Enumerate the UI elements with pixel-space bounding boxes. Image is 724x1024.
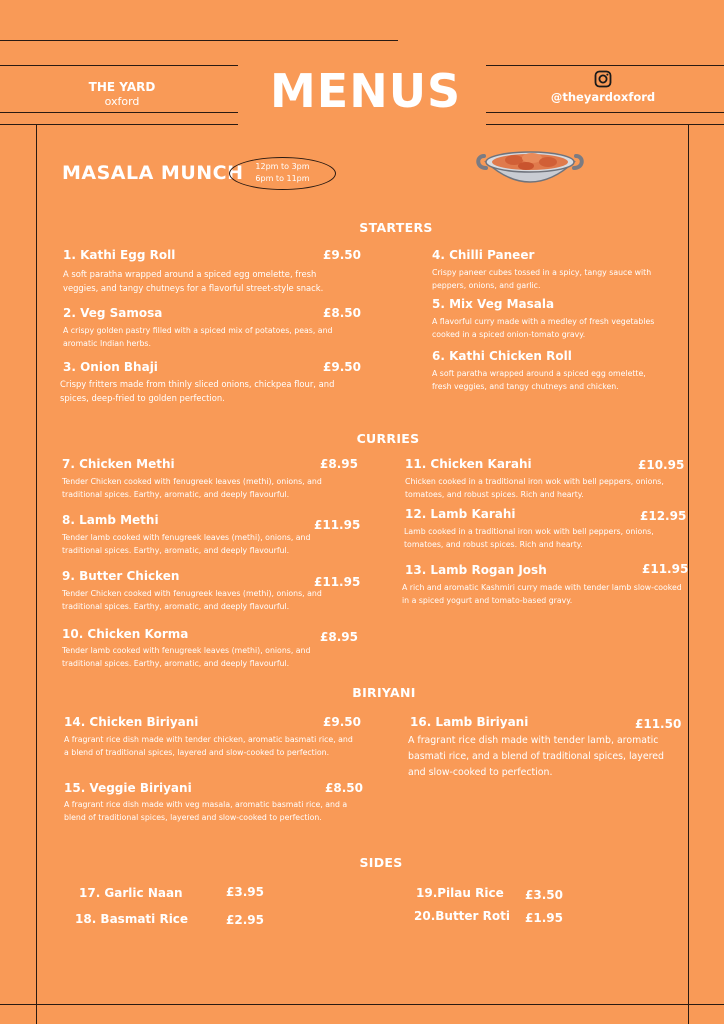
side-20-name: 20.Butter Roti xyxy=(414,909,510,923)
starter-3-price: £9.50 xyxy=(323,360,361,374)
starter-6-desc: A soft paratha wrapped around a spiced egg omelette, fresh veggies, and tangy chutneys and chicken. xyxy=(432,369,646,391)
curry-9-name: 9. Butter Chicken xyxy=(62,569,180,583)
section-title-sides: SIDES xyxy=(359,855,403,870)
side-17-price: £3.95 xyxy=(226,885,264,899)
divider-top-left xyxy=(0,40,398,41)
starter-1-desc: A soft paratha wrapped around a spiced egg omelette, fresh veggies, and tangy chutneys for a flavorful street-style snack. xyxy=(63,269,324,293)
biriyani-14-desc: A fragrant rice dish made with tender chicken, aromatic basmati rice, and a blend of traditional spices, layered and slow-cooked to perfection. xyxy=(64,735,353,757)
divider-header-right-2 xyxy=(486,112,724,113)
starter-3-desc: Crispy fritters made from thinly sliced onions, chickpea flour, and spices, deep-fried to golden perfection. xyxy=(60,379,335,403)
curry-8-desc: Tender lamb cooked with fenugreek leaves (methi), onions, and traditional spices. Earthy, aromatic, and deeply flavourful. xyxy=(62,533,311,555)
section-title-masala: MASALA MUNCH xyxy=(62,162,244,184)
brand-block xyxy=(62,80,182,108)
instagram-icon xyxy=(594,70,612,88)
side-20-price: £1.95 xyxy=(525,911,563,925)
starter-3-name: 3. Onion Bhaji xyxy=(63,360,158,374)
brand-city: oxford xyxy=(104,95,140,108)
curry-9-price: £11.95 xyxy=(314,575,361,589)
starter-1-price: £9.50 xyxy=(323,248,361,262)
curry-9-desc: Tender Chicken cooked with fenugreek leaves (methi), onions, and traditional spices. Earthy, aromatic, and deeply flavourful. xyxy=(62,589,322,611)
section-title-curries: CURRIES xyxy=(356,431,420,446)
side-18-name: 18. Basmati Rice xyxy=(75,912,189,926)
divider-header-left-1 xyxy=(0,65,238,66)
curry-12-price: £12.95 xyxy=(640,509,687,523)
curry-13-price: £11.95 xyxy=(642,562,689,576)
side-18-price: £2.95 xyxy=(226,913,264,927)
biriyani-16-name: 16. Lamb Biriyani xyxy=(410,715,529,729)
biriyani-15-desc: A fragrant rice dish made with veg masala, aromatic basmati rice, and a blend of traditional spices, layered and slow-cooked to perfection. xyxy=(64,800,348,822)
side-19-name: 19.Pilau Rice xyxy=(416,886,504,900)
biriyani-16-price: £11.50 xyxy=(635,717,682,731)
instagram-block[interactable] xyxy=(548,70,658,104)
curry-8-name: 8. Lamb Methi xyxy=(62,513,159,527)
starter-2-price: £8.50 xyxy=(323,306,361,320)
starter-5-name: 5. Mix Veg Masala xyxy=(432,297,555,311)
section-title-starters: STARTERS xyxy=(359,220,433,235)
hours-lunch: 12pm to 3pm xyxy=(255,162,310,171)
curry-11-desc: Chicken cooked in a traditional iron wok with bell peppers, onions, tomatoes, and robust spices. Rich and hearty. xyxy=(405,477,664,499)
curry-10-price: £8.95 xyxy=(320,630,358,644)
biriyani-15-name: 15. Veggie Biriyani xyxy=(64,781,192,795)
frame-left xyxy=(36,124,37,1024)
side-19-price: £3.50 xyxy=(525,888,563,902)
curry-12-name: 12. Lamb Karahi xyxy=(405,507,516,521)
section-title-biriyani: BIRIYANI xyxy=(352,685,416,700)
frame-bottom xyxy=(0,1004,724,1005)
biriyani-14-name: 14. Chicken Biriyani xyxy=(64,715,199,729)
curry-12-desc: Lamb cooked in a traditional iron wok with bell peppers, onions, tomatoes, and robust spices. Rich and hearty. xyxy=(404,527,654,549)
curry-13-name: 13. Lamb Rogan Josh xyxy=(405,563,547,577)
curry-7-name: 7. Chicken Methi xyxy=(62,457,175,471)
page-title: MENUS xyxy=(270,64,462,118)
curry-10-desc: Tender lamb cooked with fenugreek leaves (methi), onions, and traditional spices. Earthy, aromatic, and deeply flavourful. xyxy=(62,646,311,668)
starter-4-desc: Crispy paneer cubes tossed in a spicy, tangy sauce with peppers, onions, and garlic. xyxy=(432,268,652,290)
side-17-name: 17. Garlic Naan xyxy=(79,886,183,900)
curry-7-price: £8.95 xyxy=(320,457,358,471)
biriyani-14-price: £9.50 xyxy=(323,715,361,729)
divider-header-left-2 xyxy=(0,112,238,113)
brand-name: THE YARD xyxy=(88,80,156,94)
biriyani-15-price: £8.50 xyxy=(325,781,363,795)
divider-header-right-1 xyxy=(486,65,724,66)
curry-7-desc: Tender Chicken cooked with fenugreek leaves (methi), onions, and traditional spices. Earthy, aromatic, and deeply flavourful. xyxy=(62,477,322,499)
starter-6-name: 6. Kathi Chicken Roll xyxy=(432,349,572,363)
curry-11-price: £10.95 xyxy=(638,458,685,472)
curry-8-price: £11.95 xyxy=(314,518,361,532)
starter-5-desc: A flavorful curry made with a medley of fresh vegetables cooked in a spiced onion-tomato gravy. xyxy=(432,317,655,339)
starter-2-desc: A crispy golden pastry filled with a spiced mix of potatoes, peas, and aromatic Indian herbs. xyxy=(63,326,333,348)
instagram-handle[interactable]: @theyardoxford xyxy=(550,90,656,104)
hours-dinner: 6pm to 11pm xyxy=(255,174,310,183)
opening-hours xyxy=(229,157,336,190)
starter-2-name: 2. Veg Samosa xyxy=(63,306,163,320)
curry-10-name: 10. Chicken Korma xyxy=(62,627,189,641)
starter-4-name: 4. Chilli Paneer xyxy=(432,248,535,262)
curry-bowl-image xyxy=(474,140,586,192)
starter-1-name: 1. Kathi Egg Roll xyxy=(63,248,176,262)
biriyani-16-desc: A fragrant rice dish made with tender lamb, aromatic basmati rice, and a blend of traditional spices, layered and slow-cooked to perfection. xyxy=(408,735,664,778)
curry-11-name: 11. Chicken Karahi xyxy=(405,457,532,471)
curry-13-desc: A rich and aromatic Kashmiri curry made with tender lamb slow-cooked in a spiced yogurt and tomato-based gravy. xyxy=(402,583,682,605)
